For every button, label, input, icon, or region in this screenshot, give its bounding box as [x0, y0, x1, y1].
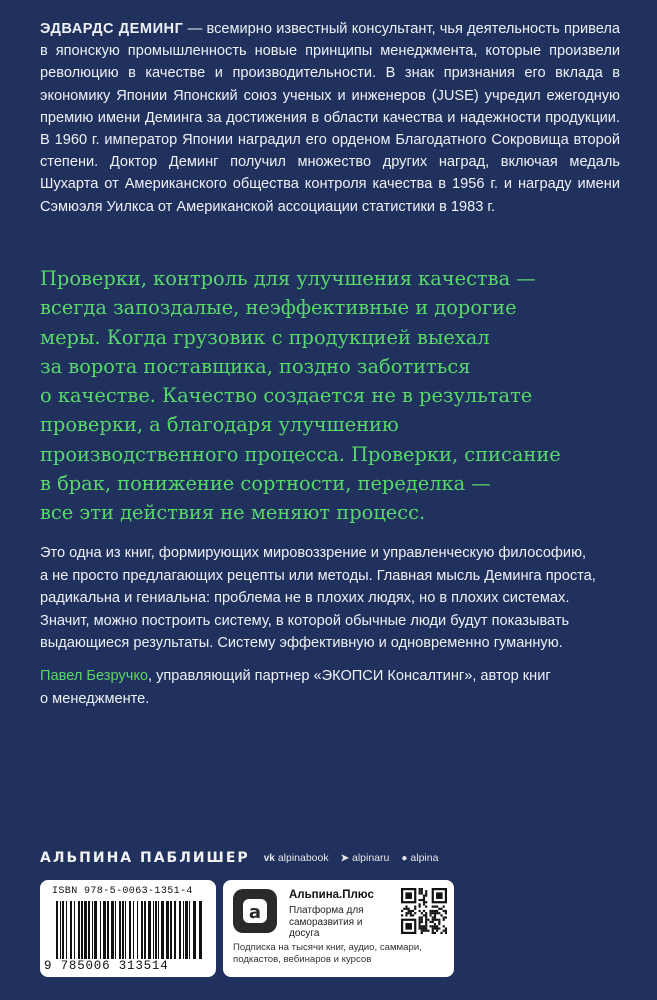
quote-line: Проверки, контроль для улучшения качества — [40, 267, 536, 290]
social-label: alpinabook [277, 852, 329, 864]
social-label: alpinaru [352, 852, 390, 864]
qr-code-icon[interactable] [401, 888, 447, 934]
isbn-label: ISBN 978-5-0063-1351-4 [52, 886, 193, 897]
quote-line: всегда запоздалые, неэффективные и дорогие [40, 296, 517, 320]
social-telegram[interactable] [341, 852, 390, 864]
quote-line: меры. Когда грузовик с продукцией выехал [40, 325, 490, 349]
review-line: радикальна и гениальна: проблема не в плохих людях, но в плохих системах. [40, 590, 570, 606]
barcode-panel [40, 880, 216, 977]
publisher-logo: АЛЬПИНА ПАБЛИШЕР [40, 850, 250, 866]
review-author-role: , управляющий партнер «ЭКОПСИ Консалтинг», автор книг [147, 668, 551, 684]
vk-icon: vk [263, 852, 275, 864]
review-text [40, 542, 620, 655]
quote-line: за ворота поставщика, поздно заботиться [40, 354, 471, 378]
social-links [264, 852, 451, 864]
quote-line: о качестве. Качество создается не в результате [40, 384, 533, 408]
social-vk[interactable] [264, 852, 329, 864]
pull-quote [40, 264, 620, 528]
review-attribution [40, 665, 620, 710]
quote-line: все эти действия не меняют процесс. [40, 501, 426, 525]
podcast-icon: ● [401, 852, 408, 864]
publisher-row [40, 848, 630, 868]
author-name: ЭДВАРДС ДЕМИНГ [40, 21, 184, 37]
social-podcast[interactable] [401, 852, 438, 864]
author-bio [40, 18, 620, 218]
barcode-digits: 9 785006 313514 [44, 959, 169, 973]
author-bio-text: — всемирно известный консультант, чья деятельность привела в японскую промышленность новые принципы менеджмента, которые произвели революцию в качестве и производительности. В знак признания его вклада в экономику Японии Японский союз ученых и инженеров (JUSE) учредил ежегодную премию имени Деминга за достижения в области качества и надежности продукции. В 1960 г. император Японии наградил его орденом Благодатного Сокровища второй степени. Доктор Деминг получил множество других наград, включая медаль Шухарта от Американского общества контроля качества в 1956 г. и награду имени Сэмюэля Уилкса от Американской ассоциации статистики в 1983 г. [40, 21, 620, 215]
review-line: Это одна из книг, формирующих мировоззрение и управленческую философию, [40, 545, 587, 561]
review-author: Павел Безручко [40, 668, 148, 684]
promo-panel[interactable] [223, 880, 454, 977]
promo-subtitle: Платформа для саморазвития и досуга [289, 905, 364, 939]
review-author-role-cont: о менеджменте. [40, 690, 150, 707]
barcode-icon [56, 901, 206, 959]
quote-line: в брак, понижение сортности, переделка — [40, 472, 491, 496]
quote-line: производственного процесса. Проверки, списание [40, 442, 561, 466]
promo-description: Подписка на тысячи книг, аудио, саммари, подкастов, вебинаров и курсов [233, 942, 422, 965]
app-logo-icon [233, 889, 277, 933]
promo-title: Альпина.Плюс [289, 889, 374, 901]
app-logo-letter: a [248, 902, 262, 923]
review-line: а не просто предлагающих рецепты или методы. Главная мысль Деминга проста, [40, 567, 596, 584]
quote-line: проверки, а благодаря улучшению [40, 413, 399, 437]
telegram-icon: ➤ [340, 852, 349, 864]
review-line: выдающиеся результаты. Систему эффективную и одновременно гуманную. [40, 635, 563, 651]
review-line: Значит, можно построить систему, в которой обычные люди будут показывать [40, 612, 570, 629]
social-label: alpina [410, 852, 439, 864]
